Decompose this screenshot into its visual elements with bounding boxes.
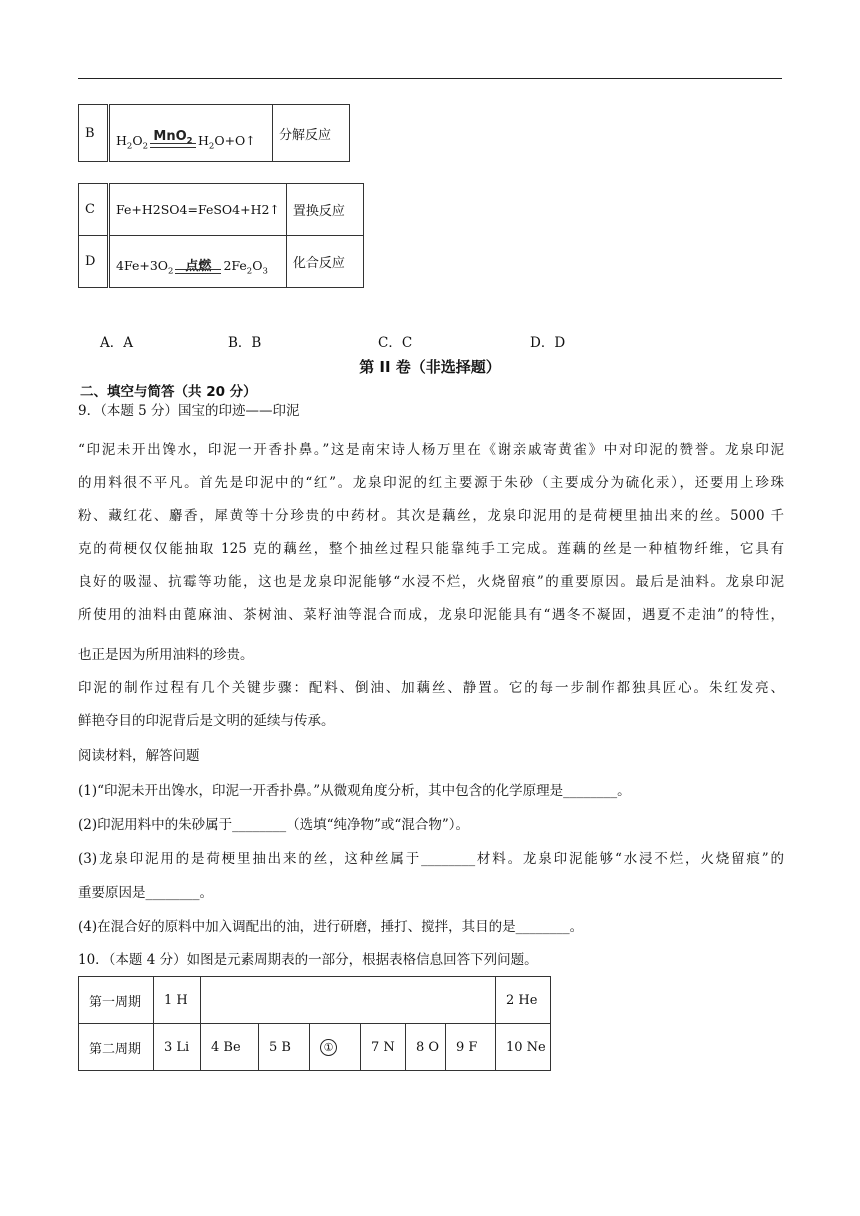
passage-line: 印泥的制作过程有几个关键步骤：配料、倒油、加藕丝、静置。它的每一步制作都独具匠心。朱红发亮、 [78, 680, 784, 696]
passage-line: 良好的吸湿、抗霉等功能，这也是龙泉印泥能够“水浸不烂，火烧留痕”的重要原因。最后是油料。龙泉印泥 [78, 574, 784, 590]
element-cell: 3 Li [154, 1024, 201, 1071]
equation-text: Fe+H2SO4=FeSO4+H2↑ [116, 201, 280, 217]
circled-one-marker: ① [320, 1039, 337, 1056]
option-b[interactable]: B．B [228, 335, 262, 351]
element-cell: 8 O [406, 1024, 446, 1071]
passage-line: 也正是因为所用油料的珍贵。 [78, 647, 254, 663]
reaction-type-b: 分解反应 [273, 105, 350, 162]
option-label-b: B [79, 105, 109, 162]
reaction-condition [150, 129, 196, 151]
element-cell: 7 N [361, 1024, 406, 1071]
reaction-table-cd [78, 183, 364, 288]
equation-c [109, 184, 287, 236]
double-line [150, 143, 196, 148]
option-label-c: C [79, 184, 109, 236]
passage-line: “印泥未开出馋水，印泥一开香扑鼻。”这是南宋诗人杨万里在《谢亲戚寄黄雀》中对印泥的赞誉。龙泉印泥 [78, 442, 784, 458]
question-10-header: 10．（本题 4 分）如图是元素周期表的一部分，根据表格信息回答下列问题。 [78, 952, 538, 968]
instruction-line: 阅读材料，解答问题 [78, 748, 200, 764]
equation-d [109, 236, 287, 288]
periodic-table [78, 976, 551, 1071]
equation-reactants: $H_2O_2$ [116, 132, 148, 151]
period-2-label: 第二周期 [79, 1024, 154, 1071]
reaction-type-c: 置换反应 [286, 184, 363, 236]
equation-products: $2Fe_2O_3$ [223, 258, 268, 277]
sub-question-3: (3)龙泉印泥用的是荷梗里抽出来的丝，这种丝属于________材料。龙泉印泥能够“水浸不烂，火烧留痕”的 [78, 851, 784, 867]
sub-question-1: (1)“印泥未开出馋水，印泥一开香扑鼻。”从微观角度分析，其中包含的化学原理是________。 [78, 783, 631, 799]
reaction-type-d: 化合反应 [286, 236, 363, 288]
equation-reactants: $4Fe+3O_2$ [116, 258, 174, 277]
sub-question-3-cont: 重要原因是________。 [78, 885, 213, 901]
element-cell: 10 Ne [496, 1024, 551, 1071]
passage-line: 的用料很不平凡。首先是印泥中的“红”。龙泉印泥的红主要源于朱砂（主要成分为硫化汞），还要用上珍珠 [78, 475, 784, 491]
element-cell: 2 He [496, 977, 551, 1024]
option-label-d: D [79, 236, 109, 288]
element-cell: 1 H [154, 977, 201, 1024]
element-cell: 9 F [446, 1024, 496, 1071]
section-title: 二、填空与简答（共 20 分） [80, 384, 257, 400]
option-d[interactable]: D．D [530, 335, 566, 351]
condition-label: MnO$_2$ [153, 129, 193, 147]
option-c[interactable]: C．C [378, 335, 413, 351]
empty-cell [201, 977, 496, 1024]
reaction-condition [175, 255, 221, 277]
header-rule [78, 78, 782, 79]
sub-question-4: (4)在混合好的原料中加入调配出的油，进行研磨，捶打、搅拌，其目的是________。 [78, 919, 584, 935]
equation-text [116, 258, 268, 277]
passage-line: 粉、藏红花、麝香，犀黄等十分珍贵的中药材。其次是藕丝，龙泉印泥用的是荷梗里抽出来的丝。5000 千 [78, 508, 784, 524]
reaction-table-b [78, 104, 350, 162]
equation-b [109, 105, 273, 162]
passage-line: 鲜艳夺目的印泥背后是文明的延续与传承。 [78, 713, 335, 729]
question-9-header: 9．（本题 5 分）国宝的印迹——印泥 [78, 403, 300, 419]
period-1-label: 第一周期 [79, 977, 154, 1024]
sub-question-2: (2)印泥用料中的朱砂属于________（选填“纯净物”或“混合物”）。 [78, 817, 469, 833]
condition-label: 点燃 [185, 258, 212, 274]
element-cell: 5 B [259, 1024, 310, 1071]
passage-line: 克的荷梗仅仅能抽取 125 克的藕丝，整个抽丝过程只能靠纯手工完成。莲藕的丝是一种植物纤维，它具有 [78, 541, 784, 557]
element-cell: 4 Be [201, 1024, 259, 1071]
element-cell-unknown [310, 1024, 361, 1071]
equation-products: $H_2O+O↑$ [198, 132, 256, 151]
passage-line: 所使用的油料由蓖麻油、茶树油、菜籽油等混合而成，龙泉印泥能具有“遇冬不凝固，遇夏不走油”的特性， [78, 607, 784, 623]
part2-title: 第 II 卷（非选择题） [359, 358, 501, 376]
equation-text [116, 129, 256, 151]
option-a[interactable]: A．A [100, 335, 133, 351]
double-line [175, 269, 221, 274]
